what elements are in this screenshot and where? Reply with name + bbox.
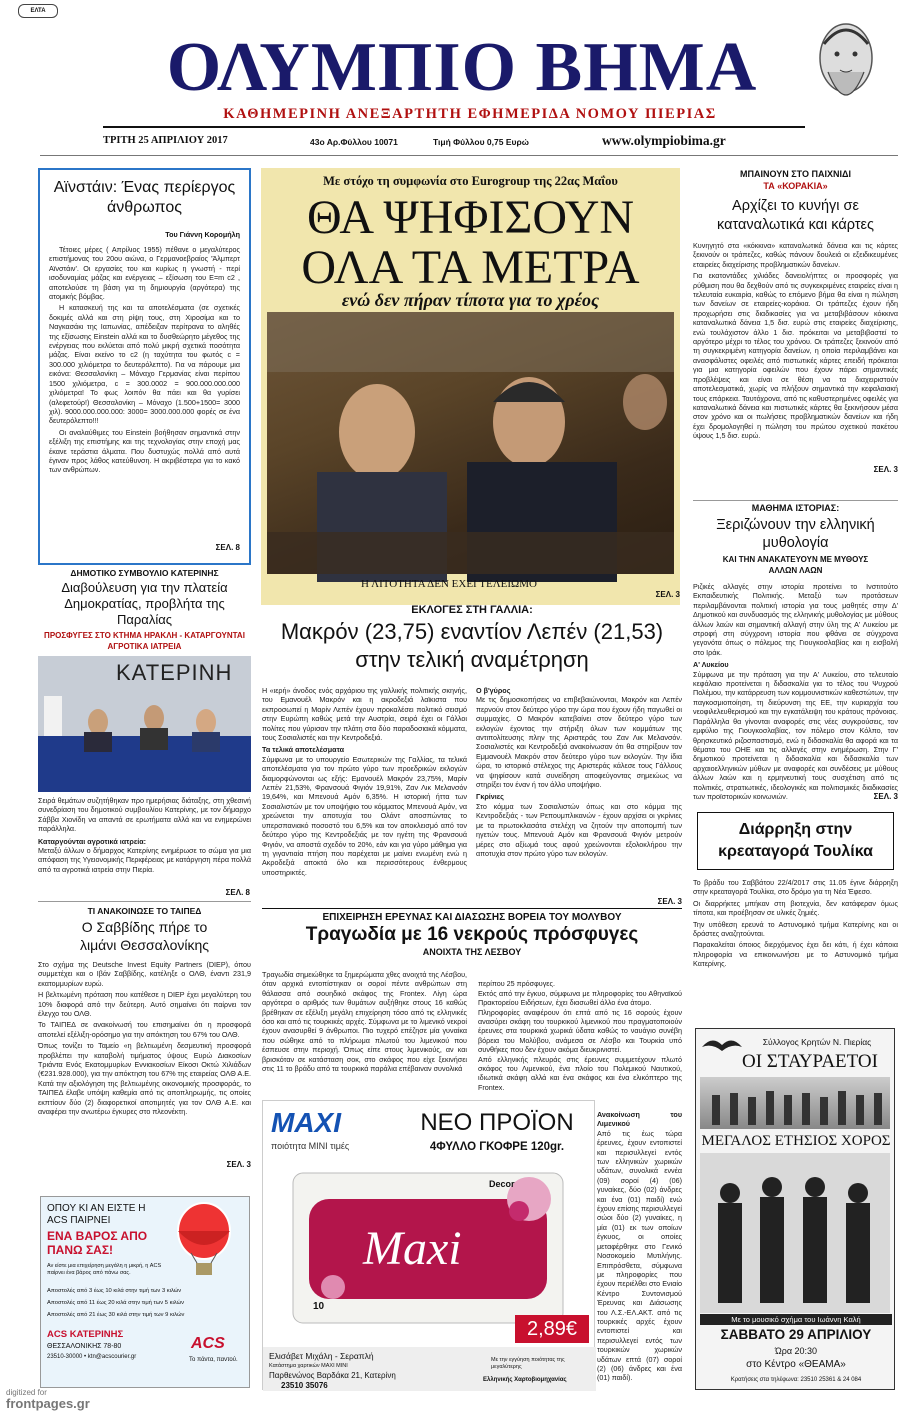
port-paragraph: Η βελτιωμένη πρόταση που κατέθεσε η DIEP έχει μεγαλύτερη του 10% διαφορά από την δεύτερη. Αυτό σημαίνει ότι παίρνει τον έλεγχο του ΟΛΘ.	[38, 990, 251, 1019]
acs-logo: ACS	[191, 1335, 225, 1352]
port-headline: Ο Σαββίδης πήρε το λιμάνι Θεσσαλονίκης	[80, 919, 209, 953]
newspaper-title: ΟΛΥΜΠΙΟ ΒΗΜΑ	[166, 29, 758, 106]
port-page-ref: ΣΕΛ. 3	[226, 1160, 251, 1169]
council-photo	[38, 656, 251, 792]
council-paragraph: Σειρά θεμάτων συζητήθηκαν προ ημερήσιας διάταξης, στη χθεσινή συνεδρίαση του δημοτικού συμβουλίου Κατερίνης, με τον δήμαρχο Σάββα Χιονίδη να απαντά σε ερωτήματα αλλά και να ενημερώνει παράλληλα.	[38, 796, 251, 834]
maxi-dealer: Ελισάβετ Μιχάλη - Σεραπλή	[269, 1351, 374, 1361]
acs-item	[47, 1285, 245, 1321]
mythology-article[interactable]	[693, 503, 898, 805]
france-kicker: ΕΚΛΟΓΕΣ ΣΤΗ ΓΑΛΛΙΑ:	[411, 604, 533, 616]
loans-page-ref: ΣΕΛ. 3	[873, 465, 898, 474]
france-col2	[476, 686, 682, 896]
lead-page-ref: ΣΕΛ. 3	[655, 590, 680, 599]
france-headline: Μακρόν (23,75) εναντίον Λεπέν (21,53) στην τελική αναμέτρηση	[280, 619, 664, 672]
port-article[interactable]	[38, 906, 251, 1188]
einstein-paragraph: Τέτοιες μέρες ( Απρίλιος 1955) πέθανε ο μεγαλύτερος επιστήμονας του 20ου αιώνα, ο Γερμανοεβραίος 'Άλμπερτ Αϊνστάιν'. Οι εργασίες του και κυρίως η γνωστή - περί ισοδυναμίας μάζας και ενέργειας – εξίσωση του E=m c2 , αποτελούσε τη βάση για τη δημιουργία (αργότερα) της ατομικής βόμβας.	[49, 245, 240, 302]
maxi-ad[interactable]	[262, 1100, 595, 1390]
frontpages-link[interactable]: frontpages.gr	[6, 1396, 90, 1411]
mythology-kicker: ΜΑΘΗΜΑ ΙΣΤΟΡΙΑΣ:	[751, 503, 840, 513]
mythology-paragraph: Ριζικές αλλαγές στην ιστορία προτείνει το Ινστιτούτο Εκπαιδευτικής Πολιτικής. Μεταξύ των προτάσεων περιλαμβάνονται πολιτική ιστορία για τους μαθητές στην Δ' Δημοτικού και συνδυασμός της ελληνικής μυθολογίας με μύθους άλλων λαών και σημαντική αλλαγή στην ύλη της Α' Λυκείου με στροφή στη σύγχρονη ιστορία που φθάνει σε σύγχρονα γεγονότα όπως ο πόλεμος της Γιουγκοσλαβίας και η εισβολή στο Ιράκ.	[693, 582, 898, 657]
lead-photo	[267, 312, 674, 574]
toilet-paper-pack	[293, 1159, 563, 1329]
lead-deck: ενώ δεν πήραν τίποτα για το χρέος	[341, 290, 600, 310]
loans-article[interactable]	[693, 168, 898, 496]
france-paragraph: Με τις δημοσκοπήσεις να επιβεβαιώνονται, Μακρόν και Λεπέν περνούν στον δεύτερο γύρο την ώρα που έχουν ήδη παγωθεί οι συμμαχίες. Ο Μακρόν κατεβαίνει στον δεύτερο γύρο των εκλογών έχοντας την στήριξη όλων των κομμάτων της αντιπολίτευσης πλην της Αριστεράς του Ζαν Λικ Μελανσόν. Σοσιαλιστές και Κεντροδεξιά ανακοίνωσαν ότι θα στηρίξουν τον Εμμανουέλ Μακρόν στον δεύτερο γύρο των εκλογών. Την ίδια ώρα, το ιστορικό στέλεχος της Αριστεράς κάλεσε τους Γάλλους να ψηφίσουν κατά συνείδηση αποφεύγοντας σημειώως να στηρίξει τον έναν ή τον άλλο υποψήφιο.	[476, 695, 682, 790]
lead-headline-line1: ΘΑ ΨΗΦΙΣΟΥΝ	[306, 191, 635, 244]
butcher-body	[693, 878, 898, 969]
mythology-paragraph: Σύμφωνα με την πρόταση για την Α' Λυκείου, στο τελευταίο κεφάλαιο προτείνεται η διδασκαλία για το τέλος του Ψυχρού Πολέμου, την κατάρρευση των κομμουνιστικών καθεστώτων, την παγκοσμιοποίηση, τη διεύρυνση της ΕΕ, την κυριαρχία του νεοφιλελευθερισμού και την εγκατάλειψη του κράτους πρόνοιας. Παράλληλα θα γίνονται αναφορές στις νέες συγκρούσεις, τον εμφύλιο της Γιουγκοσλαβίας, τον πόλεμο στον Κόλπο, τον θρησκευτικό ριζοσπαστισμό, ενώ η διδασκαλία θα αφορά και τα θέματα του ΟΗΕ και τις αλλαγές στην ενημέρωση. Στην Γ' δημοτικού προτείνεται η διδασκαλία και διδασκαλία των αρχαιοελληνικών μύθων με αναφορές και συνδέσεις με μύθους άλλων λαών και η ερμηνευτική τους συσχέτιση από τις πολιτικές, στρατιωτικές, ιδεολογικές και πολιτισμικές διαδικασίες των προϊστορικών κοινωνιών.	[693, 669, 898, 801]
cretan-date: ΣΑΒΒΑΤΟ 29 ΑΠΡΙΛΙΟΥ	[720, 1327, 872, 1342]
loans-paragraph: Κυνηγητό στα «κόκκινα» καταναλωτικά δάνεια και τις κάρτες ξεκινούν οι τράπεζες, καθώς πάνουν δουλειά οι εξειδικευμένες εταιρείες διαχείρισης προβληματικών δανείων.	[693, 241, 898, 269]
elta-logo	[18, 4, 58, 18]
acs-highlight: ΕΝΑ ΒΑΡΟΣ ΑΠΟ ΠΑΝΩ ΣΑΣ!	[47, 1229, 148, 1257]
butcher-paragraph: Παρακαλείται όποιος διερχόμενος έχει δει κάτι, ή έχει κάποια πληροφορία να επικοινωνήσει με το Αστυνομικό τμήμα Κατερίνης.	[693, 940, 898, 969]
acs-store: ACS ΚΑΤΕΡΙΝΗΣ	[47, 1329, 124, 1340]
digitized-for: digitized for	[6, 1388, 47, 1397]
elta-logo-text: ΕΛΤΑ	[30, 8, 46, 14]
port-paragraph: Όπως τονίζει το Ταμείο «η βελτιωμένη δεσμευτική προσφορά προβλέπει την καταβολή τιμήματος ύψους Ευρώ Διακοσίων Τριάντα Ενός Εκατομμυρίων Εννιακοσίων Είκοσι Οκτώ Χιλιάδων (€231.928.000), για την απόκτηση του 67% της εταιρείας ΟΛΘ Α.Ε. Κατά την αξιολόγηση της βελτιωμένης οικονομικής προσφοράς, το ΤΑΙΠΕΔ έλαβε υπόψη καθεμία από τις αποπληρωμής, τις οποίες εκπτίουν δύο (2) διαφορετικοί αποτιμητές για τον ΟΛΘ Α.Ε. και αναφέρει την ανωτέρω έγκυρες στο πλεονέκτη.	[38, 1041, 251, 1117]
loans-body	[693, 241, 898, 465]
mythology-headline: Ξεριζώνουν την ελληνική μυθολογία	[716, 517, 875, 551]
masthead-rule	[103, 126, 805, 128]
maxi-dealer-sub: Κατάστημα χαρτικών MAXI MINI	[269, 1363, 348, 1369]
maxi-brand-sub: ποιότητα MINI τιμές	[271, 1141, 350, 1151]
acs-ad[interactable]	[40, 1196, 250, 1388]
loans-kicker-line2: ΤΑ «ΚΟΡΑΚΙΑ»	[763, 181, 828, 191]
cretan-dance-ad[interactable]	[695, 1028, 895, 1390]
mythology-page-ref: ΣΕΛ. 3	[873, 792, 898, 801]
maxi-dealer-addr: Παρθενώνος Βαρδάκα 21, Κατερίνη	[269, 1371, 396, 1380]
divider	[262, 908, 682, 909]
einstein-author: Του Γιάννη Κορομήλη	[165, 230, 240, 239]
france-article[interactable]	[262, 604, 682, 906]
einstein-page-ref: ΣΕΛ. 8	[215, 543, 240, 552]
cretan-group: ΟΙ ΣΤΑΥΡΑΕΤΟΙ	[742, 1051, 878, 1072]
butcher-paragraph: Το βράδυ του Σαββάτου 22/4/2017 στις 11.05 έγινε διάρρηξη στην κρεαταγορά Τουλίκα, στο δρόμο για τη Νέα Έφεσο.	[693, 878, 898, 897]
council-headline: Διαβούλευση για την πλατεία Δημοκρατίας, προβλήτα της Παραλίας	[61, 580, 228, 627]
einstein-article[interactable]	[38, 168, 251, 565]
loans-headline: Αρχίζει το κυνήγι σε καταναλωτικά και κάρτες	[717, 198, 874, 233]
butcher-paragraph: Την υπόθεση ερευνά το Αστυνομικό τμήμα Κατερίνης και οι δράστες αναζητούνται.	[693, 919, 898, 939]
acs-phone: 23510-30000 • ktn@acscourier.gr	[47, 1354, 137, 1360]
mythology-subheading: Α' Λυκείου	[693, 660, 729, 670]
divider	[38, 901, 251, 902]
port-kicker: ΤΙ ΑΝΑΚΟΙΝΩΣΕ ΤΟ ΤΑΙΠΕΔ	[87, 906, 202, 916]
maxi-partner: Ελληνικής Χαρτοβιομηχανίας	[483, 1377, 567, 1383]
issue-date: ΤΡΙΤΗ 25 ΑΠΡΙΛΙΟΥ 2017	[103, 135, 228, 146]
einstein-body	[49, 245, 240, 543]
france-page-ref: ΣΕΛ. 3	[657, 897, 682, 906]
france-paragraph: Η «ιερή» άνοδος ενός αρχάριου της γαλλικής πολιτικής σκηνής, του Εμανουέλ Μακρόν και η ακροδεξιά λαϊκιστα που εκπροσωπεί η Μαρίν Λεπέν έχουν προκαλέσει πολιτικό σεισμό στην Ευρώπη καθώς μετά την Αυστρία, σειρά έχει οι Γάλλοι πολίτες που γύρισαν την πλάτη στα δύο παραδοσιακά κόμματα, τους Σοσιαλιστές και την Κεντροδεξιά.	[262, 686, 467, 743]
newspaper-subtitle: ΚΑΘΗΜΕΡΙΝΗ ΑΝΕΞΑΡΤΗΤΗ ΕΦΗΜΕΡΙΔΑ ΝΟΜΟΥ ΠΙΕΡΙΑΣ	[223, 106, 717, 122]
cretan-booking: Κρατήσεις στα τηλέφωνα: 23510 25361 & 24 084	[730, 1377, 862, 1383]
acs-item-3: Αποστολές από 21 έως 30 κιλά στην τιμή των 9 κιλών	[47, 1312, 185, 1318]
council-body	[38, 796, 251, 901]
balloon-icon	[169, 1201, 239, 1281]
lead-headline-line2: ΟΛΑ ΤΑ ΜΕΤΡΑ	[301, 241, 640, 294]
mythology-subhead: ΚΑΙ ΤΗΝ ΑΝΑΚΑΤΕΥΟΥΝ ΜΕ ΜΥΘΟΥΣ ΑΛΛΩΝ ΛΑΩΝ	[722, 555, 869, 575]
council-kicker: ΔΗΜΟΤΙΚΟ ΣΥΜΒΟΥΛΙΟ ΚΑΤΕΡΙΝΗΣ	[70, 568, 219, 578]
butcher-headline-box	[697, 812, 894, 870]
council-subheading: Καταργούνται αγροτικά ιατρεία:	[38, 836, 147, 846]
lead-kicker: Με στόχο τη συμφωνία στο Eurogroup της 22ας Μαΐου	[323, 174, 618, 188]
maxi-brand: MAXI	[271, 1107, 341, 1138]
acs-headline: ΟΠΟΥ ΚΙ ΑΝ ΕΙΣΤΕ Η ACS ΠΑΙΡΝΕΙ	[47, 1203, 146, 1226]
cretan-org: Σύλλογος Κρητών Ν. Πιερίας	[762, 1037, 872, 1047]
france-paragraph: Σύμφωνα με το υπουργείο Εσωτερικών της Γαλλίας, τα τελικά αποτελέσματα για τον πρώτο γύρο των προεδρικών εκλογών διαμορφώνονται ως εξής: Εμανουέλ Μακρόν 23,75%, Μαρίν Λεπέν 21,53%, Φρανσουά Φιγιόν 19,91%, Ζαν Λικ Μελανσόν 19,64%, και Μπενουά Αμόν 6,35%. Η ιστορική ήττα των Σοσιαλιστών με τον υποψήφιο του κόμματος Μπενουά Αμόν, να χρεώνεται την αποτυχία του Ολάντ αποσπώντας το υπερσπανιακό ποσοστό του 6,5% και τον αποκλεισμό από τον δεύτερο γύρο της Κεντροδεξιάς με τον ηγέτη της Φρανσουά Φιγιόν, να αποστά σχεδόν το 20%, εάν και για γύρο μάθημα για τη γιγαντιαία πτήση που παρέχεται με μαίνει ενωμένη ενώ η Ακροδεξιά αποκτά όλο και περισσότερους ένθερμους υποστηρικτές.	[262, 754, 467, 877]
butcher-headline: Διάρρηξη στην κρεαταγορά Τουλίκα	[718, 821, 873, 860]
loans-kicker-line1: ΜΠΑΙΝΟΥΝ ΣΤΟ ΠΑΙΧΝΙΔΙ	[740, 169, 851, 179]
cretan-photo-top	[700, 1077, 890, 1129]
france-col1	[262, 686, 467, 896]
port-body	[38, 960, 251, 1160]
cretan-band: Με το μουσικό σχήμα του Ιωάννη Καλή	[700, 1314, 892, 1325]
zeus-head-logo	[810, 14, 882, 122]
band-photo	[700, 1153, 890, 1313]
france-subheading: Ο β'γύρος	[476, 686, 511, 695]
maxi-new-product: ΝΕΟ ΠΡΟΪΟΝ	[420, 1109, 574, 1136]
maxi-product-line: 4ΦΥΛΛΟ ΓΚΟΦΡΕ 120gr.	[429, 1141, 565, 1153]
france-subheading: Τα τελικά αποτελέσματα	[262, 745, 344, 755]
issue-number: 43ο Αρ.Φύλλου 10071	[310, 137, 398, 147]
refugees-paragraph: Από τις έως τώρα έρευνες, έχουν εντοπιστεί και περισυλλεγεί εντός των ελληνικών χωρικών υδάτων, συνολικά εννέα (09) σοροί (4) (06) γυναίκες, δύο (02) άνδρες και ένα (01) παιδί) ενώ έχουν επίσης περισυλλεγεί σώοι δύο (2) γυναίκες, η μία (01) εκ των οποίων έγκυος, οι οποίες μεταφέρθηκε στο Γενικό Νοσοκομείο Μυτιλήνης. Επιπρόσθετα, σύμφωνα με πληροφορίες που έχουν περιέλθει στο Ενιαίο Κέντρο Συντονισμού Έρευνας και Διάσωσης του Λ.Σ.-ΕΛ.ΑΚΤ. από τις τουρκικές αρχές έχουν εντοπιστεί και περισυλλεγεί εντός των τουρκικών χωρικών υδάτων επτά (07) σοροί (2) (06) άνδρες και ένα (01) παιδί).	[597, 1128, 682, 1383]
france-subheading: Γκρίνιες	[476, 792, 504, 802]
issue-price: Τιμή Φύλλου 0,75 Ευρώ	[433, 137, 529, 147]
butcher-article[interactable]	[693, 812, 898, 1032]
loans-paragraph: Για εκατοντάδες χιλιάδες δανειολήπτες οι προσφορές για ρύθμιση που θα δεχθούν από τις συγκεκριμένες εταιρείες είναι η τελευταία ευκαιρία, καθώς το επόμενο βήμα θα είναι η πώληση των δανείων σε εταιρείες-κοράκια. Οι τράπεζες έχουν ήδη προχωρήσει στις διαδικασίες για να μεταβιβάσουν κόκκινα καταναλωτικά δάνεια 1,5 δισ. ευρώ στις εταιρείες διαχείρισης, ενώ τουλάχιστον άλλο 1 δισ. πρόκειται να μεταβιβαστεί το αργότερο μέχρι το τέλος του χρόνου. Οι τράπεζες ξεκινούν από τη συγκεκριμένη κατηγορία δανείων, η οποία περιλαμβάνει και ανασφάλιστες οφειλές από πιστωτικές κάρτες επειδή πρόκειται για μια κατηγορία οφειλών που έχουν πάρει σημαντικές προβλέψεις και είναι σε θέση να τα διαχειριστούν αποτελεσματικά, χωρίς να πλήξουν σημαντικά την κεφαλαιακή τους επάρκεια. Ταυτόχρονα, από τις καθυστερημένες οφειλές για καταναλωτικά δάνεια και πιστωτικές κάρτες θα ξεκινήσουν μέσα στον χρόνο και οι πωλήσεις προβληματικών δανείων και ήδη έχει δρομολογηθεί η πώληση του πρώτου σχετικού πακέτου ύψους 1,5 δισ. ευρώ.	[693, 271, 898, 441]
website-link[interactable]: www.olympiobima.gr	[602, 133, 726, 148]
port-paragraph: Το ΤΑΙΠΕΔ σε ανακοίνωσή του επισημαίνει ότι η προσφορά αποτελεί εξέλιξη-ορόσημο για την απόκτηση του 67% του ΟΛΘ.	[38, 1020, 251, 1039]
maxi-price: 2,89€	[515, 1315, 589, 1343]
lead-story[interactable]	[261, 168, 680, 605]
refugees-headline: Τραγωδία με 16 νεκρούς πρόσφυγες	[305, 924, 639, 945]
refugees-paragraph: περίπου 25 πρόσφυγες. Εκτός από την έγκυο, σύμφωνα με πληροφορίες του Αθηναϊκού Πρακτορείου Ειδήσεων, έχει διασωθεί άλλο ένα άτομο. Πληροφορίες αναφέρουν ότι επτά από τις 16 σορούς έχουν ανασύρει σκάφη του τουρκικού λιμενικού που πραγματοποιούν έρευνες στα τουρκικά χωρικά ύδατα καθώς το ναυάγιο συνέβη βόρεια του Μολύβου, ανάμεσα σε Λέσβο και Τουρκία υπό συνθήκες που δεν έχουν ακόμα διευκρινιστεί. Από ελληνικής πλευράς στις έρευνες συμμετέχουν πλωτό σκάφος του Λιμενικού, ένα πλοίο του Πολεμικού Ναυτικού, ιδιωτικά σκάφη αλλά και ένα σκάφος και ένα ελικόπτερο της Frontex.	[478, 979, 682, 1092]
acs-slogan: Το πάντα, παντού.	[189, 1357, 238, 1363]
divider	[693, 500, 898, 501]
acs-text: Αν είστε μια επιχείρηση μεγάλη η μικρή, η ACS παίρνει ένα βάρος από πάνω σας.	[47, 1263, 162, 1276]
cretan-event: ΜΕΓΑΛΟΣ ΕΤΗΣΙΟΣ ΧΟΡΟΣ	[701, 1133, 891, 1149]
einstein-paragraph: Οι αναλαύθιμες του Einstein βοήθησαν σημαντικά στην εξέλιξη της επιστήμης και της τεχνολογίας στην εποχή μας έκανε τεράστια άλματα. Που δυστυχώς πολλά από αυτά έγιναν προς λάθος κατεύθυνση. Η ακριβέστερα για το κακό των ανθρώπων.	[49, 427, 240, 475]
council-photo-sign: ΚΑΤΕΡΙΝΗ	[116, 660, 233, 685]
port-paragraph: Στο σχήμα της Deutsche Invest Equity Partners (DIEP), όπου συμμετέχει και ο Ιβάν Σαββίδης, κατέληξε ο ΟΛΘ, έναντι 231,9 εκατομμυρίων ευρώ.	[38, 960, 251, 988]
refugees-subhead: ΑΝΟΙΧΤΑ ΤΗΣ ΛΕΣΒΟΥ	[422, 947, 522, 957]
maxi-decor: Decor	[489, 1179, 515, 1189]
masthead-bottom-rule	[40, 155, 898, 156]
acs-item-2: Αποστολές από 11 έως 20 κιλά στην τιμή των 5 κιλών	[47, 1300, 184, 1306]
refugees-col2b	[597, 1110, 682, 1386]
einstein-paragraph: Η κατασκευή της και τα αποτελέσματα (σε σχετικές δοκιμές αλλά και στη ρίψη τους, στη Χιροσίμα και το Ναγκασάκι της Ιαπωνίας, απέδειξαν περίτρανα το αληθές της εξίσωσης Einstein αλλά και το δυσθεώρητο μέγεθος της ενέργειας που εκλύεται από πολύ μικρή σχετικά ποσότητα μάζας. Είναι εκείνο το c2 (η ταχύτητα του φωτός c = 300.000 χιλιόμετρα το δευτερόλεπτο). Για να πάρουμε μια εικόνα: Θεσσαλονίκη – Μόναχο Γερμανίας είναι περίπου 1500 χιλιόμετρα, c = 300.0002 = 900.000.000.000 χιλιόμετρα! Το φως λοιπόν θα πάει και θα γυρίσει (αλεφετούρ!) Θεσσαλονίκη – Μόναχο (1.500+1500= 3000 χιλ). 9000.000.000.000: 3000= 3000.000.000 φορές σε ένα δευτερόλεπτο!!!	[49, 303, 240, 426]
france-paragraph: Στο κόμμα των Σοσιαλιστών όπως και στο κόμμα της Κεντροδεξιάς - των Ρεπουμπλικανών - έχουν αρχίσει οι γκρίνιες με τα πρωτοκλασάτα στελέχη να ζητούν την αποπομπή των ηγετών τους. Μπενουά Αμόν και Φρανσουά Φιγιόν μετρούν μέρες στο αξίωμά τους αφού χρεώνονται εξολοκλήρου την αποτυχία στον πρώτο γύρο των εκλογών.	[476, 801, 682, 858]
council-page-ref: ΣΕΛ. 8	[225, 888, 250, 897]
council-paragraph: Μεταξύ άλλων ο δήμαρχος Κατερίνης ενημέρωσε το σώμα για μια απόφαση της Υγειονομικής Περιφέρειας με κατάργηση πέρα πολλά από τα αγροτικά ιατρεία στην Πιερία.	[38, 846, 251, 874]
cretan-time: Ώρα 20:30	[774, 1346, 818, 1356]
einstein-headline: Αϊνστάιν: Ένας περίεργος άνθρωπος	[53, 179, 236, 216]
cretan-venue: στο Κέντρο «ΘΕΑΜΑ»	[746, 1359, 846, 1370]
maxi-dealer-phone: 23510 35076	[281, 1381, 328, 1390]
acs-item-1: Αποστολές από 3 έως 10 κιλά στην τιμή των 3 κιλών	[47, 1288, 182, 1294]
lead-caption: Η ΛΙΤΟΤΗΤΑ ΔΕΝ ΕΧΕΙ ΤΕΛΕΙΩΜΟ	[361, 578, 537, 590]
maxi-partner-text: Με την εγγύηση ποιότητας της μεγαλύτερης	[491, 1357, 565, 1370]
refugees-kicker: ΕΠΙΧΕΙΡΗΣΗ ΕΡΕΥΝΑΣ ΚΑΙ ΔΙΑΣΩΣΗΣ ΒΟΡΕΙΑ ΤΟΥ ΜΟΛΥΒΟΥ	[322, 912, 622, 923]
butcher-paragraph: Οι διαρρήκτες μπήκαν στη βιοτεχνία, δεν κατάφεραν όμως τίποτα, και προέβησαν σε υλικές ζημιές.	[693, 898, 898, 918]
refugees-col2	[478, 970, 682, 1110]
refugees-col1: Τραγωδία σημειώθηκε τα ξημερώματα χθες ανοιχτά της Λέσβου, όταν αρχικά εντοπίστηκαν οι σοροί πέντε ανθρώπων στη θάλασσα από σουηδικό σκάφος της Frontex. Λίγη ώρα αργότερα ο αριθμός των θυμάτων αυξήθηκε στους 16 καθώς βρέθηκαν σε εξέλιξη μεγάλη επιχείρηση τόσο από τις ελληνικές όσο και από τις τουρκικές αρχές. Σύμφωνα με το λιμενικό νεκροί έχουν ανασυρθεί 9 άνθρωποι. Πιο τυχερό επέζησε μία γυναίκα που σώθηκε από το πλήρωμα πλωτού του λιμενικού που έσπευσε στην περιοχή. Όπως είπε στους λιμενικούς, αν και βρισκόταν σε κατάσταση σοκ, στο σκάφος που είχε ξεκινήσει στις 11 το βράδυ από τα τουρκικά παράλια επέβαιναν συνολικά	[262, 970, 467, 1074]
maxi-pack-label: Maxi	[363, 1222, 462, 1275]
council-subhead: ΠΡΟΣΦΥΓΕΣ ΣΤΟ ΚΤΗΜΑ ΗΡΑΚΛΗ - ΚΑΤΑΡΓΟΥΝΤΑΙ ΑΓΡΟΤΙΚΑ ΙΑΤΡΕΙΑ	[44, 631, 245, 651]
maxi-rolls: 10	[313, 1301, 325, 1312]
refugees-subheading: Ανακοίνωση του Λιμενικού	[597, 1110, 682, 1129]
acs-address: ΘΕΣΣΑΛΟΝΙΚΗΣ 78-80	[47, 1343, 122, 1350]
